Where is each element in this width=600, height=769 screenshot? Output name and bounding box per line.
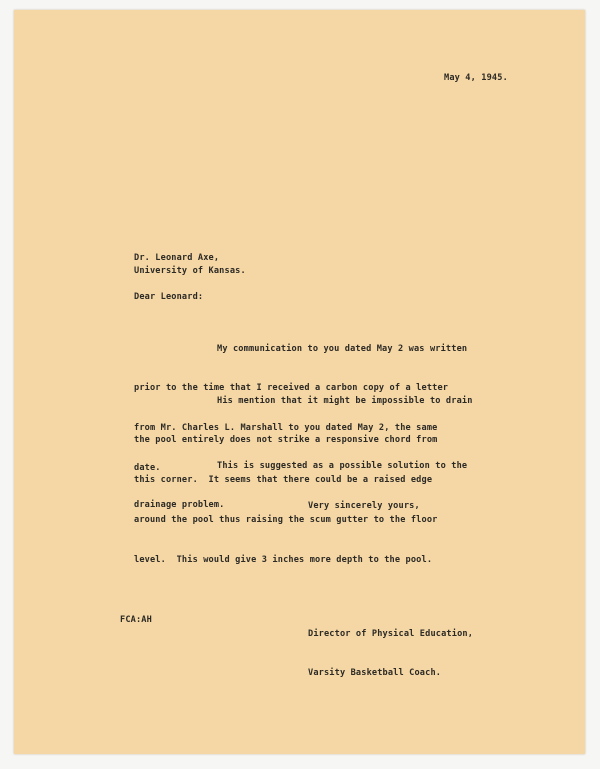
paragraph-line: prior to the time that I received a carbon copy of a letter: [134, 383, 449, 394]
paragraph-line: date.: [134, 463, 161, 474]
recipient-institution: University of Kansas.: [134, 266, 246, 276]
paragraph-line: level. This would give 3 inches more depth to the pool.: [134, 555, 433, 566]
signature-title-line: Varsity Basketball Coach.: [308, 668, 442, 679]
typist-initials: FCA:AH: [120, 615, 152, 625]
letter-page: [14, 10, 585, 754]
recipient-name: Dr. Leonard Axe,: [134, 253, 220, 263]
closing: Very sincerely yours,: [308, 501, 420, 511]
paragraph-3: [134, 433, 467, 539]
paragraph-line: around the pool thus raising the scum gutter to the floor: [134, 515, 438, 526]
signature-title: [308, 601, 473, 707]
signature-title-line: Director of Physical Education,: [308, 628, 474, 639]
paragraph-line: drainage problem.: [134, 500, 225, 511]
paragraph-line: My communication to you dated May 2 was written: [217, 343, 468, 354]
salutation: Dear Leonard:: [134, 292, 204, 302]
paragraph-line: This is suggested as a possible solution to the: [217, 460, 468, 471]
paragraph-line: this corner. It seems that there could be a raised edge: [134, 475, 433, 486]
paragraph-line: the pool entirely does not strike a responsive chord from: [134, 435, 438, 446]
paragraph-line: His mention that it might be impossible to drain: [217, 395, 473, 406]
paragraph-line: from Mr. Charles L. Marshall to you dated May 2, the same: [134, 423, 438, 434]
letter-date: May 4, 1945.: [444, 73, 508, 83]
